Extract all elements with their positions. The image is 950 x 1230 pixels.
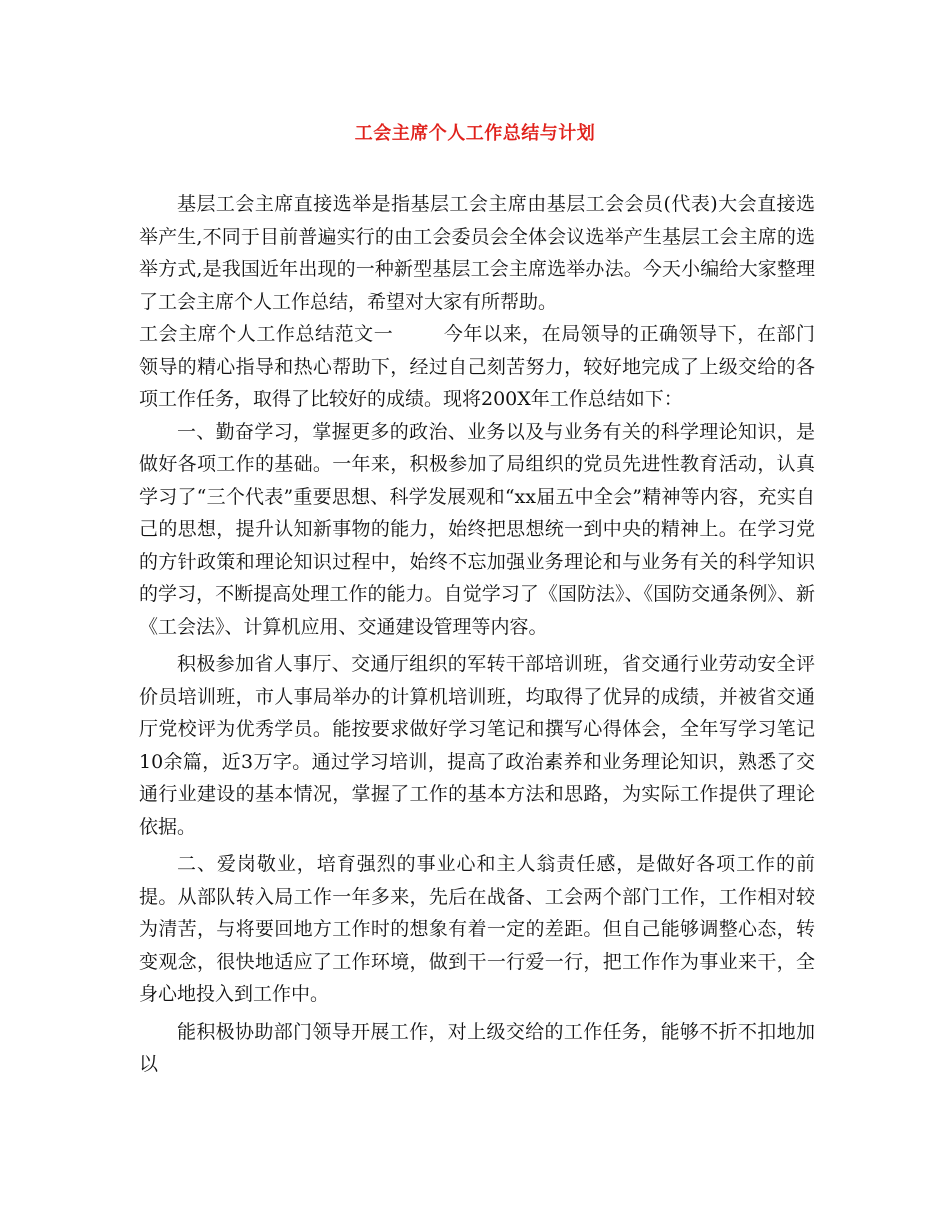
document-title: 工会主席个人工作总结与计划 [354, 123, 596, 144]
document-body [139, 188, 815, 1081]
section1-training-paragraph: 积极参加省人事厅、交通厅组织的军转干部培训班，省交通行业劳动安全评价员培训班，市人事局举办的计算机培训班，均取得了优异的成绩，并被省交通厅党校评为优秀学员。能按要求做好学习笔记和撰写心得体会，全年写学习笔记10余篇，近3万字。通过学习培训，提高了政治素养和业务理论知识，熟悉了交通行业建设的基本情况，掌握了工作的基本方法和思路，为实际工作提供了理论依据。 [139, 653, 815, 838]
intro-paragraph: 基层工会主席直接选举是指基层工会主席由基层工会会员(代表)大会直接选举产生,不同于目前普遍实行的由工会委员会全体会议选举产生基层工会主席的选举方式,是我国近年出现的一种新型基层工会主席选举办法。今天小编给大家整理了工会主席个人工作总结，希望对大家有所帮助。 [139, 193, 815, 313]
section1-paragraph: 一、勤奋学习，掌握更多的政治、业务以及与业务有关的科学理论知识，是做好各项工作的基础。一年来，积极参加了局组织的党员先进性教育活动，认真学习了“三个代表”重要思想、科学发展观和“xx届五中全会”精神等内容，充实自己的思想，提升认知新事物的能力，始终把思想统一到中央的精神上。在学习党的方针政策和理论知识过程中，始终不忘加强业务理论和与业务有关的科学知识的学习，不断提高处理工作的能力。自觉学习了《国防法》、《国防交通条例》、新《工会法》、计算机应用、交通建设管理等内容。 [139, 420, 815, 638]
sample-opening: 今年以来，在局领导的正确领导下，在部门领导的精心指导和热心帮助下，经过自己刻苦努力，较好地完成了上级交给的各项工作任务，取得了比较好的成绩。现将200X年工作总结如下： [139, 323, 815, 410]
sample-paragraph [139, 318, 815, 416]
section2-paragraph: 二、爱岗敬业，培育强烈的事业心和主人翁责任感，是做好各项工作的前提。从部队转入局工作一年多来，先后在战备、工会两个部门工作，工作相对较为清苦，与将要回地方工作时的想象有着一定的差距。但自己能够调整心态，转变观念，很快地适应了工作环境，做到干一行爱一行，把工作作为事业来干，全身心地投入到工作中。 [139, 853, 815, 1005]
section2-support-paragraph: 能积极协助部门领导开展工作，对上级交给的工作任务，能够不折不扣地加以 [139, 1020, 815, 1075]
sample-heading: 工会主席个人工作总结范文一 [139, 323, 394, 345]
